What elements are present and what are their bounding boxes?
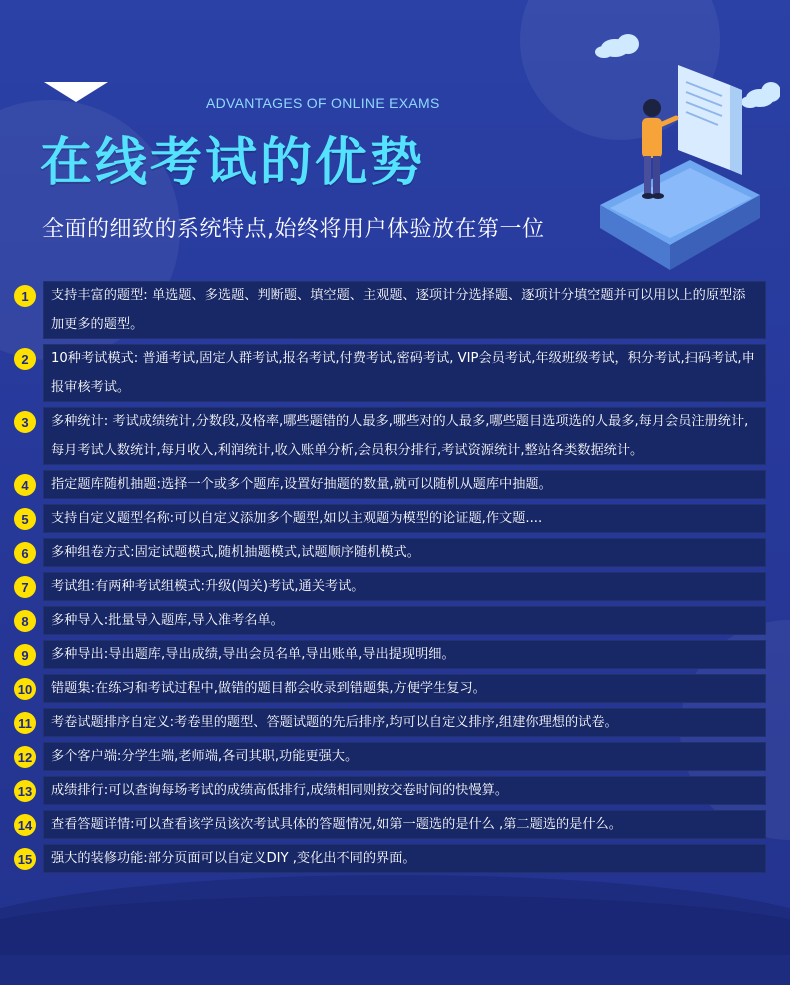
number-badge: 9 bbox=[14, 644, 36, 666]
list-item bbox=[14, 708, 766, 737]
number-badge: 3 bbox=[14, 411, 36, 433]
item-text: 支持自定义题型名称:可以自定义添加多个题型,如以主观题为模型的论证题,作文题.... bbox=[43, 504, 766, 533]
list-item bbox=[14, 470, 766, 499]
number-badge: 12 bbox=[14, 746, 36, 768]
list-item bbox=[14, 344, 766, 402]
list-item bbox=[14, 674, 766, 703]
list-item bbox=[14, 504, 766, 533]
number-badge: 6 bbox=[14, 542, 36, 564]
book-platform bbox=[600, 160, 760, 270]
list-item bbox=[14, 281, 766, 339]
list-item bbox=[14, 606, 766, 635]
number-badge: 10 bbox=[14, 678, 36, 700]
document-icon bbox=[678, 65, 742, 175]
number-badge: 2 bbox=[14, 348, 36, 370]
item-text: 多种组卷方式:固定试题模式,随机抽题模式,试题顺序随机模式。 bbox=[43, 538, 766, 567]
chevron-down-icon bbox=[44, 82, 108, 102]
item-text: 10种考试模式: 普通考试,固定人群考试,报名考试,付费考试,密码考试, VIP会员考试,年级班级考试，积分考试,扫码考试,申报审核考试。 bbox=[43, 344, 766, 402]
list-item bbox=[14, 572, 766, 601]
item-text: 查看答题详情:可以查看该学员该次考试具体的答题情况,如第一题选的是什么 ,第二题选的是什么。 bbox=[43, 810, 766, 839]
item-text: 强大的装修功能:部分页面可以自定义DIY ,变化出不同的界面。 bbox=[43, 844, 766, 873]
number-badge: 7 bbox=[14, 576, 36, 598]
header-subtitle-en: ADVANTAGES OF ONLINE EXAMS bbox=[206, 95, 440, 111]
list-item bbox=[14, 776, 766, 805]
number-badge: 8 bbox=[14, 610, 36, 632]
list-item bbox=[14, 810, 766, 839]
number-badge: 13 bbox=[14, 780, 36, 802]
item-text: 成绩排行:可以查询每场考试的成绩高低排行,成绩相同则按交卷时间的快慢算。 bbox=[43, 776, 766, 805]
list-item bbox=[14, 407, 766, 465]
item-text: 多种导入:批量导入题库,导入准考名单。 bbox=[43, 606, 766, 635]
number-badge: 1 bbox=[14, 285, 36, 307]
number-badge: 14 bbox=[14, 814, 36, 836]
number-badge: 5 bbox=[14, 508, 36, 530]
list-item bbox=[14, 538, 766, 567]
item-text: 考试组:有两种考试组模式:升级(闯关)考试,通关考试。 bbox=[43, 572, 766, 601]
page-tagline: 全面的细致的系统特点,始终将用户体验放在第一位 bbox=[42, 217, 545, 242]
list-item bbox=[14, 742, 766, 771]
item-text: 考卷试题排序自定义:考卷里的题型、答题试题的先后排序,均可以自定义排序,组建你理想的试卷。 bbox=[43, 708, 766, 737]
item-text: 支持丰富的题型: 单选题、多选题、判断题、填空题、主观题、逐项计分选择题、逐项计分填空题并可以用以上的原型添加更多的题型。 bbox=[43, 281, 766, 339]
bottom-wave bbox=[0, 895, 790, 955]
advantages-list bbox=[14, 281, 766, 878]
item-text: 多个客户端:分学生端,老师端,各司其职,功能更强大。 bbox=[43, 742, 766, 771]
item-text: 多种导出:导出题库,导出成绩,导出会员名单,导出账单,导出提现明细。 bbox=[43, 640, 766, 669]
item-text: 多种统计: 考试成绩统计,分数段,及格率,哪些题错的人最多,哪些对的人最多,哪些题目选项选的人最多,每月会员注册统计,每月考试人数统计,每月收入,利润统计,收入账单分析,会员积分排行,考试资源统计,整站各类数据统计。 bbox=[43, 407, 766, 465]
item-text: 指定题库随机抽题:选择一个或多个题库,设置好抽题的数量,就可以随机从题库中抽题。 bbox=[43, 470, 766, 499]
number-badge: 15 bbox=[14, 848, 36, 870]
cloud-icon bbox=[741, 82, 780, 108]
cloud-icon bbox=[595, 34, 639, 58]
list-item bbox=[14, 844, 766, 873]
list-item bbox=[14, 640, 766, 669]
page-title: 在线考试的优势 bbox=[40, 133, 426, 193]
item-text: 错题集:在练习和考试过程中,做错的题目都会收录到错题集,方便学生复习。 bbox=[43, 674, 766, 703]
number-badge: 11 bbox=[14, 712, 36, 734]
number-badge: 4 bbox=[14, 474, 36, 496]
illustration-person-document bbox=[570, 30, 780, 280]
